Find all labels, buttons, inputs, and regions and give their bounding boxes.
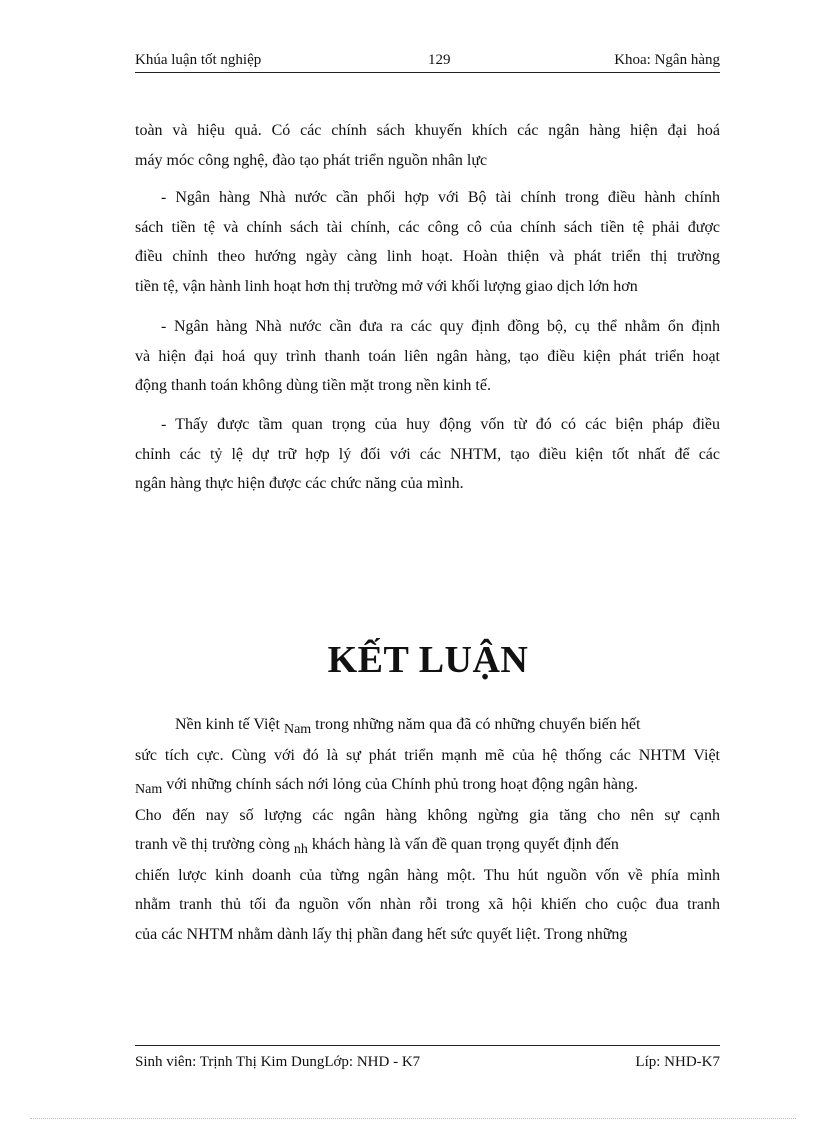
text-line: sách tiền tệ và chính sách tài chính, các công cô của chính sách tiền tệ phải được (135, 218, 720, 236)
text-fragment: Nền kinh tế Việt (175, 716, 280, 733)
text-fragment: Nam (135, 782, 163, 797)
paragraph-4 (135, 410, 720, 499)
text-line: - Ngân hàng Nhà nước cần phối hợp với Bộ tài chính trong điều hành chính (161, 189, 720, 206)
section-title: KẾT LUẬN (327, 639, 529, 681)
text-line: tiền tệ, vận hành linh hoạt hơn thị trường mở với khối lượng giao dịch lớn hơn (135, 277, 638, 295)
header-thesis-label: Khúa luận tốt nghiệp (135, 52, 262, 68)
text-line: - Ngân hàng Nhà nước cần đưa ra các quy định đồng bộ, cụ thể nhằm ổn định (161, 318, 720, 335)
text-line: Cho đến nay số lượng các ngân hàng không ngừng gia tăng cho nên sự cạnh (135, 806, 720, 824)
text-line: điều chỉnh theo hướng ngày càng linh hoạt. Hoàn thiện và phát triển thị trường (135, 248, 720, 265)
paragraph-2 (135, 183, 720, 301)
paragraph-3 (135, 312, 720, 401)
paragraph-1 (135, 116, 720, 175)
text-line: ngân hàng thực hiện được các chức năng của mình. (135, 475, 464, 492)
text-line: chiến lược kinh doanh của từng ngân hàng một. Thu hút nguồn vốn về phía mình (135, 866, 720, 884)
text-fragment: tranh về thị trường còng (135, 836, 290, 853)
text-line (135, 710, 720, 741)
text-line: của các NHTM nhằm dành lấy thị phần đang hết sức quyết liệt. Trong những (135, 925, 628, 943)
text-fragment: trong những năm qua đã có những chuyển biến hết (315, 716, 641, 733)
text-fragment: với những chính sách nới lỏng của Chính phủ trong hoạt động ngân hàng. (166, 776, 638, 793)
text-line: máy móc công nghệ, đào tạo phát triển nguồn nhân lực (135, 151, 488, 169)
text-line: toàn và hiệu quả. Có các chính sách khuyến khích các ngân hàng hiện đại hoá (135, 122, 720, 139)
text-line: - Thấy được tầm quan trọng của huy động vốn từ đó có các biện pháp điều (161, 416, 720, 433)
page-number: 129 (428, 52, 451, 68)
page-header (135, 50, 720, 73)
text-fragment: Nam (283, 722, 312, 737)
text-line: động thanh toán không dùng tiền mặt trong nền kinh tế. (135, 377, 491, 394)
page-edge-divider (30, 1118, 796, 1120)
text-line: sức tích cực. Cùng với đó là sự phát triển mạnh mẽ của hệ thống các NHTM Việt (135, 746, 720, 764)
text-line (135, 770, 720, 801)
text-fragment: khách hàng là vấn đề quan trọng quyết định đến (311, 836, 619, 853)
footer-class-label: Líp: NHD-K7 (635, 1054, 720, 1070)
text-line: nhằm tranh thủ tối đa nguồn vốn nhàn rỗi trong xã hội khiến cho cuộc đua tranh (135, 896, 720, 913)
footer-student-label: Sinh viên: Trịnh Thị Kim DungLớp: NHD - K7 (135, 1054, 421, 1070)
header-faculty-label: Khoa: Ngân hàng (614, 52, 720, 68)
text-fragment: nh (293, 842, 308, 857)
text-line (135, 830, 720, 861)
text-line: và hiện đại hoá quy trình thanh toán liên ngân hàng, tạo điều kiện phát triển hoạt (135, 347, 720, 365)
text-line: chỉnh các tỷ lệ dự trữ hợp lý đối với các NHTM, tạo điều kiện tốt nhất để các (135, 445, 720, 463)
page-footer (135, 1045, 720, 1076)
conclusion-paragraph (135, 710, 720, 949)
